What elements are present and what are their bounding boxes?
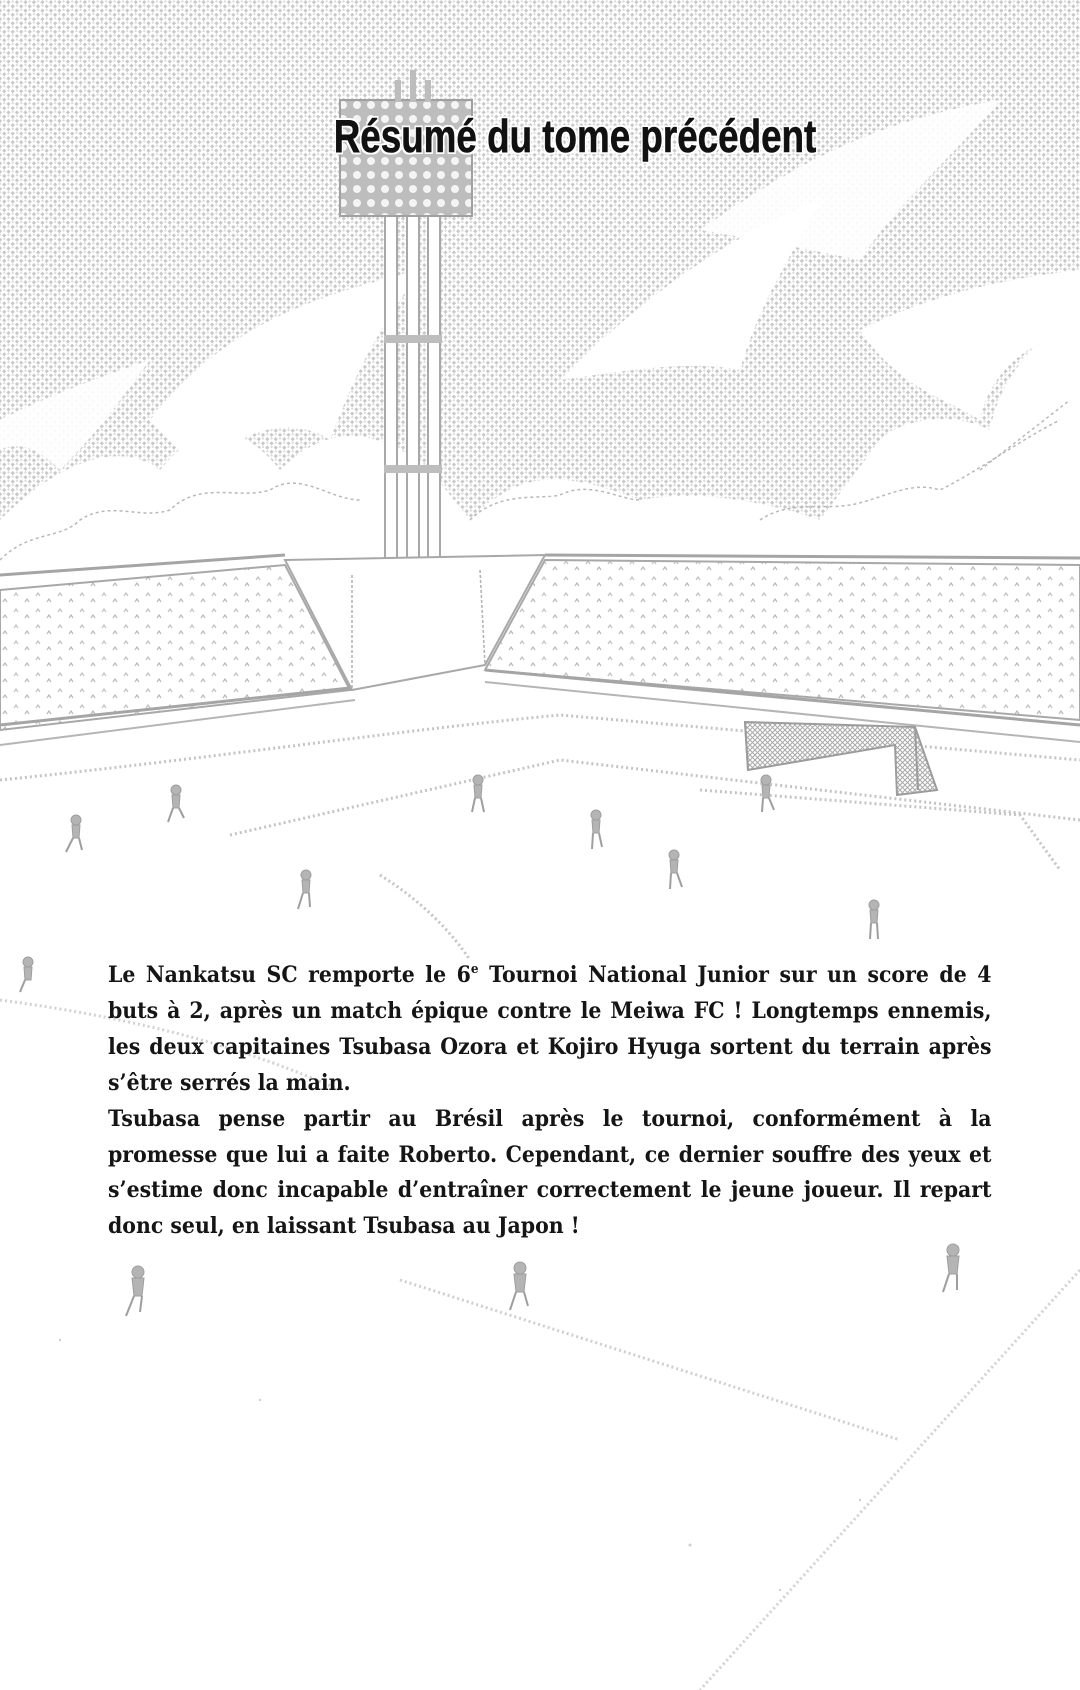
player [20, 957, 33, 992]
page-title: Résumé du tome précédent [333, 110, 817, 162]
summary-paragraph-1 [108, 958, 992, 1102]
player [168, 785, 184, 822]
player [66, 815, 82, 852]
player [669, 850, 682, 889]
player [298, 870, 311, 909]
player [943, 1244, 959, 1292]
field-texture [59, 1339, 861, 1591]
player [510, 1262, 528, 1310]
grandstands [0, 555, 1080, 745]
player [869, 900, 879, 939]
sky-clouds [0, 0, 1080, 520]
summary-text [108, 958, 992, 1245]
player [472, 775, 484, 812]
soccer-goal [745, 722, 937, 795]
ordinal-suffix: e [470, 962, 479, 977]
player [761, 775, 774, 812]
player [591, 810, 602, 849]
summary-paragraph-2: Tsubasa pense partir au Brésil après le tournoi, conformément à la promesse que lui a faite Roberto. Cependant, ce dernier souffre des yeux et s’estime donc incapable d’entraîner correctement le jeune joueur. Il repart donc seul, en laissant Tsubasa au Japon ! [108, 1105, 992, 1240]
summary-text-segment: Tournoi National Junior sur un score de 4 buts à 2, après un match épique contre le Meiwa FC ! Longtemps ennemis, les deux capitaines Tsubasa Ozora et Kojiro Hyuga sortent du terrain après s’être serrés la main. [108, 962, 992, 1096]
player [126, 1266, 144, 1316]
summary-text-segment: Le Nankatsu SC remporte le 6 [108, 962, 471, 988]
